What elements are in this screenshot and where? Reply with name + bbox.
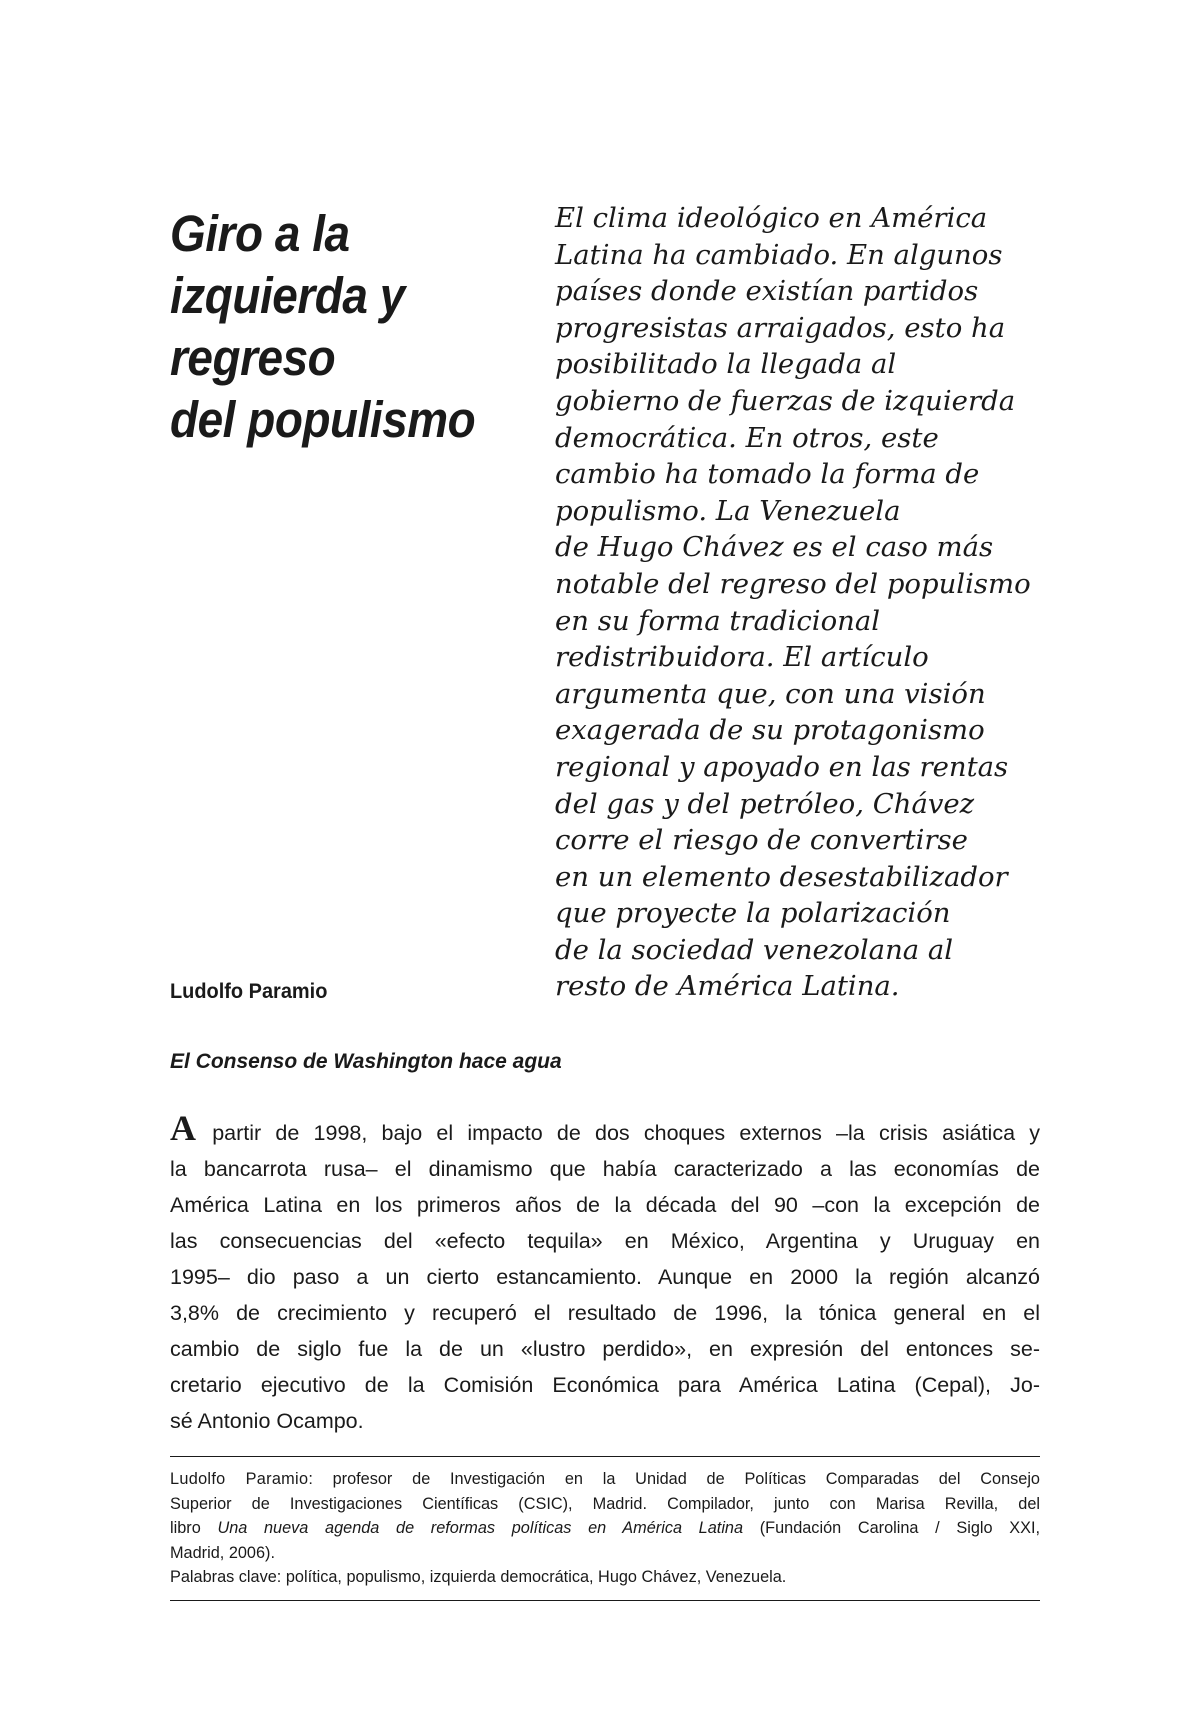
abstract-line: regional y apoyado en las rentas bbox=[555, 750, 1009, 783]
abstract-line: de Hugo Chávez es el caso más bbox=[555, 531, 994, 564]
body-line: cretario ejecutivo de la Comisión Económica para América Latina (Cepal), Jo- bbox=[170, 1373, 1040, 1397]
footnote-text: : profesor de Investigación en la Unidad de Políticas Comparadas del Consejo bbox=[308, 1470, 1040, 1488]
title-line: del populismo bbox=[170, 391, 476, 448]
abstract-line: progresistas arraigados, esto ha bbox=[555, 311, 1006, 344]
section-heading: El Consenso de Washington hace agua bbox=[170, 1050, 562, 1073]
abstract-line: gobierno de fuerzas de izquierda bbox=[555, 384, 1016, 417]
footnote-text: libro bbox=[170, 1519, 218, 1537]
abstract-line: en un elemento desestabilizador bbox=[555, 860, 1008, 893]
article-title bbox=[170, 203, 494, 451]
title-line: Giro a la bbox=[170, 205, 350, 262]
body-line: 3,8% de crecimiento y recuperó el resultado de 1996, la tónica general en el bbox=[170, 1301, 1040, 1325]
abstract-line: populismo. La Venezuela bbox=[555, 494, 901, 527]
abstract-line: El clima ideológico en América bbox=[555, 202, 988, 234]
author-name: Ludolfo Paramio bbox=[170, 980, 328, 1003]
body-line: la bancarrota rusa– el dinamismo que había caracterizado a las economías de bbox=[170, 1157, 1040, 1181]
abstract-line: argumenta que, con una visión bbox=[555, 677, 986, 710]
body-paragraph bbox=[170, 1115, 1040, 1439]
abstract-line: Latina ha cambiado. En algunos bbox=[555, 238, 1003, 271]
abstract-line: resto de América Latina. bbox=[555, 970, 900, 1003]
abstract-line: exagerada de su protagonismo bbox=[555, 714, 985, 747]
drop-cap: A bbox=[170, 1115, 196, 1148]
body-line: cambio de siglo fue la de un «lustro perdido», en expresión del entonces se- bbox=[170, 1337, 1040, 1361]
footnote-top-rule bbox=[170, 1456, 1040, 1457]
title-line: izquierda y bbox=[170, 267, 405, 324]
body-line: sé Antonio Ocampo. bbox=[170, 1409, 364, 1433]
footnote-keywords-line bbox=[170, 1565, 1040, 1590]
abstract-line: que proyecte la polarización bbox=[555, 897, 951, 930]
abstract-line: cambio ha tomado la forma de bbox=[555, 458, 980, 491]
body-line: 1995– dio paso a un cierto estancamiento. Aunque en 2000 la región alcanzó bbox=[170, 1265, 1040, 1289]
keywords-text: : política, populismo, izquierda democrática, Hugo Chávez, Venezuela. bbox=[276, 1568, 787, 1586]
abstract-line: de la sociedad venezolana al bbox=[555, 933, 954, 966]
abstract-line: democrática. En otros, este bbox=[555, 421, 939, 454]
abstract-line: del gas y del petróleo, Chávez bbox=[555, 787, 975, 820]
footnote-author-name: Ludolfo Paramio bbox=[170, 1470, 309, 1488]
title-line: regreso bbox=[170, 329, 336, 386]
abstract-line: redistribuidora. El artículo bbox=[555, 641, 929, 674]
footnote-line bbox=[170, 1467, 1040, 1492]
footnote-bottom-rule bbox=[170, 1600, 1040, 1601]
abstract-line: notable del regreso del populismo bbox=[555, 567, 1031, 600]
abstract-line: corre el riesgo de convertirse bbox=[555, 824, 968, 857]
body-line: las consecuencias del «efecto tequila» en México, Argentina y Uruguay en bbox=[170, 1229, 1040, 1253]
body-line bbox=[170, 1115, 1040, 1151]
abstract-line: posibilitado la llegada al bbox=[555, 348, 897, 381]
footnote-text: (Fundación Carolina / Siglo XXI, bbox=[743, 1519, 1040, 1537]
footnote-line: Superior de Investigaciones Científicas (CSIC), Madrid. Compilador, junto con Marisa Revilla, del bbox=[170, 1494, 1040, 1513]
body-line: América Latina en los primeros años de la década del 90 –con la excepción de bbox=[170, 1193, 1040, 1217]
body-line-text: partir de 1998, bajo el impacto de dos choques externos –la crisis asiática y bbox=[198, 1121, 1040, 1145]
author-footnote bbox=[170, 1467, 1040, 1590]
abstract-line: países donde existían partidos bbox=[555, 275, 979, 308]
footnote-line bbox=[170, 1516, 1040, 1541]
footnote-line: Madrid, 2006). bbox=[170, 1543, 275, 1562]
article-abstract bbox=[555, 200, 1055, 1005]
keywords-label: Palabras clave bbox=[170, 1568, 277, 1586]
footnote-book-title: Una nueva agenda de reformas políticas en América Latina bbox=[217, 1519, 744, 1537]
abstract-line: en su forma tradicional bbox=[555, 604, 881, 637]
